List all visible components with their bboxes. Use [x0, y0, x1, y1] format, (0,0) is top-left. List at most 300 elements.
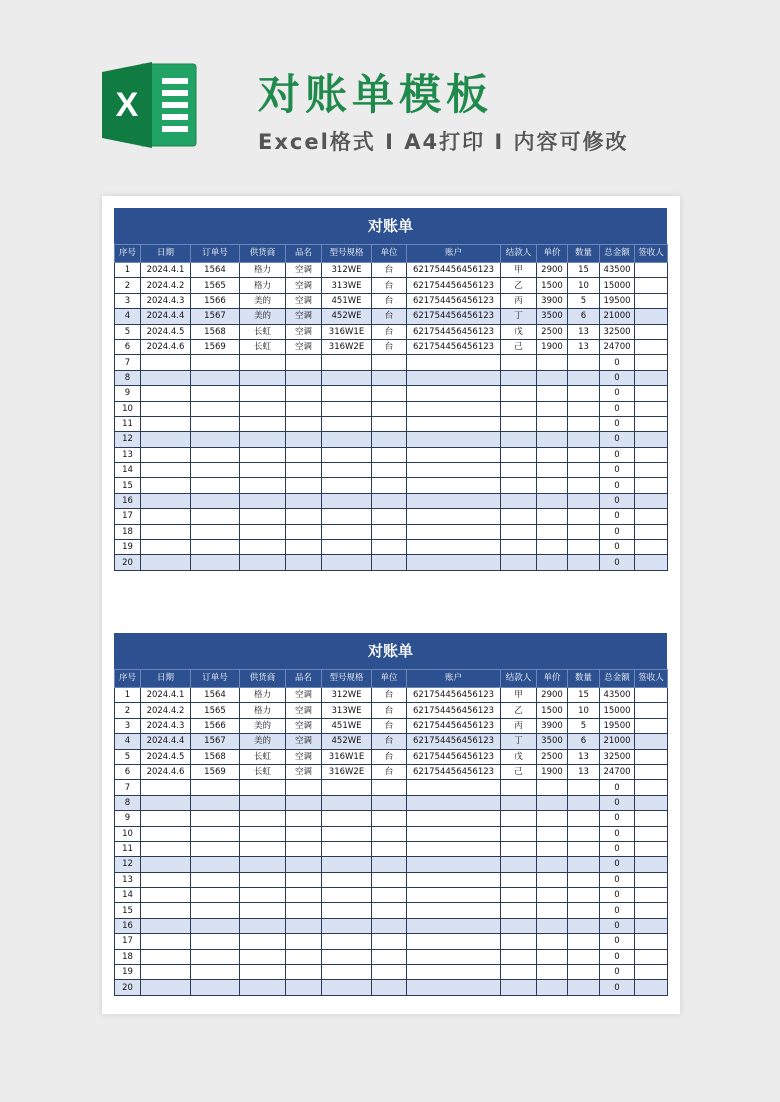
- table-cell[interactable]: 戊: [501, 324, 537, 339]
- table-cell[interactable]: [240, 463, 286, 478]
- table-cell[interactable]: [191, 795, 240, 810]
- table-cell[interactable]: [191, 826, 240, 841]
- table-cell[interactable]: 5: [115, 749, 141, 764]
- table-cell[interactable]: [635, 764, 668, 779]
- table-cell[interactable]: [635, 401, 668, 416]
- table-cell[interactable]: [322, 432, 372, 447]
- table-cell[interactable]: [240, 795, 286, 810]
- table-cell[interactable]: 美的: [240, 718, 286, 733]
- table-cell[interactable]: [286, 509, 322, 524]
- table-cell[interactable]: 2024.4.2: [141, 278, 191, 293]
- table-cell[interactable]: [286, 934, 322, 949]
- table-cell[interactable]: 12: [115, 857, 141, 872]
- table-cell[interactable]: [501, 478, 537, 493]
- table-cell[interactable]: [322, 447, 372, 462]
- table-cell[interactable]: [635, 263, 668, 278]
- table-cell[interactable]: 8: [115, 370, 141, 385]
- table-cell[interactable]: [141, 949, 191, 964]
- table-cell[interactable]: 13: [115, 447, 141, 462]
- table-cell[interactable]: [191, 540, 240, 555]
- table-cell[interactable]: [407, 493, 501, 508]
- table-cell[interactable]: 13: [115, 872, 141, 887]
- table-cell[interactable]: [635, 309, 668, 324]
- table-cell[interactable]: [501, 540, 537, 555]
- table-cell[interactable]: [568, 918, 600, 933]
- table-cell[interactable]: 台: [372, 734, 407, 749]
- table-cell[interactable]: [141, 555, 191, 570]
- table-cell[interactable]: [322, 416, 372, 431]
- table-cell[interactable]: [537, 780, 568, 795]
- table-cell[interactable]: 13: [568, 749, 600, 764]
- table-cell[interactable]: [322, 918, 372, 933]
- table-cell[interactable]: [635, 355, 668, 370]
- table-cell[interactable]: [372, 432, 407, 447]
- table-cell[interactable]: 15000: [600, 703, 635, 718]
- table-cell[interactable]: 15: [115, 478, 141, 493]
- table-cell[interactable]: [141, 493, 191, 508]
- table-cell[interactable]: 格力: [240, 263, 286, 278]
- table-cell[interactable]: 9: [115, 811, 141, 826]
- table-cell[interactable]: [372, 888, 407, 903]
- table-cell[interactable]: [372, 949, 407, 964]
- table-cell[interactable]: 空调: [286, 734, 322, 749]
- table-cell[interactable]: 台: [372, 718, 407, 733]
- table-cell[interactable]: 621754456456123: [407, 293, 501, 308]
- table-cell[interactable]: [407, 795, 501, 810]
- table-cell[interactable]: [240, 478, 286, 493]
- table-cell[interactable]: 2024.4.4: [141, 309, 191, 324]
- table-cell[interactable]: [286, 416, 322, 431]
- table-cell[interactable]: 0: [600, 478, 635, 493]
- table-cell[interactable]: 15: [115, 903, 141, 918]
- table-cell[interactable]: [141, 934, 191, 949]
- table-cell[interactable]: 己: [501, 339, 537, 354]
- table-cell[interactable]: [322, 965, 372, 980]
- table-cell[interactable]: 20: [115, 980, 141, 995]
- table-cell[interactable]: 0: [600, 795, 635, 810]
- table-cell[interactable]: [240, 872, 286, 887]
- table-cell[interactable]: [240, 841, 286, 856]
- table-cell[interactable]: [322, 811, 372, 826]
- table-cell[interactable]: [191, 980, 240, 995]
- table-cell[interactable]: [407, 478, 501, 493]
- table-cell[interactable]: [191, 965, 240, 980]
- table-cell[interactable]: 空调: [286, 339, 322, 354]
- table-cell[interactable]: [372, 509, 407, 524]
- table-cell[interactable]: 621754456456123: [407, 749, 501, 764]
- table-cell[interactable]: [407, 903, 501, 918]
- table-cell[interactable]: [635, 826, 668, 841]
- table-cell[interactable]: 0: [600, 918, 635, 933]
- table-cell[interactable]: [407, 416, 501, 431]
- table-cell[interactable]: [191, 463, 240, 478]
- table-cell[interactable]: [372, 540, 407, 555]
- table-cell[interactable]: [286, 524, 322, 539]
- table-cell[interactable]: 0: [600, 540, 635, 555]
- table-cell[interactable]: 2900: [537, 263, 568, 278]
- table-cell[interactable]: [537, 370, 568, 385]
- table-cell[interactable]: [141, 918, 191, 933]
- table-cell[interactable]: [286, 780, 322, 795]
- table-cell[interactable]: [635, 524, 668, 539]
- table-cell[interactable]: [407, 524, 501, 539]
- table-cell[interactable]: 台: [372, 749, 407, 764]
- table-cell[interactable]: 3900: [537, 718, 568, 733]
- table-cell[interactable]: [240, 555, 286, 570]
- table-cell[interactable]: 18: [115, 949, 141, 964]
- table-cell[interactable]: 43500: [600, 263, 635, 278]
- table-cell[interactable]: 2024.4.6: [141, 764, 191, 779]
- table-cell[interactable]: [635, 540, 668, 555]
- table-cell[interactable]: [141, 524, 191, 539]
- table-cell[interactable]: [635, 841, 668, 856]
- table-cell[interactable]: 2024.4.3: [141, 293, 191, 308]
- table-cell[interactable]: [322, 903, 372, 918]
- table-cell[interactable]: 621754456456123: [407, 718, 501, 733]
- table-cell[interactable]: [141, 811, 191, 826]
- table-cell[interactable]: [141, 780, 191, 795]
- table-cell[interactable]: [501, 980, 537, 995]
- table-cell[interactable]: [322, 857, 372, 872]
- table-cell[interactable]: [240, 826, 286, 841]
- table-cell[interactable]: [635, 795, 668, 810]
- table-cell[interactable]: [537, 447, 568, 462]
- table-cell[interactable]: [372, 370, 407, 385]
- table-cell[interactable]: [322, 355, 372, 370]
- table-cell[interactable]: [537, 857, 568, 872]
- table-cell[interactable]: [191, 416, 240, 431]
- table-cell[interactable]: 2024.4.4: [141, 734, 191, 749]
- table-cell[interactable]: [372, 401, 407, 416]
- table-cell[interactable]: [635, 278, 668, 293]
- table-cell[interactable]: 0: [600, 980, 635, 995]
- table-cell[interactable]: 0: [600, 949, 635, 964]
- table-cell[interactable]: 台: [372, 263, 407, 278]
- table-cell[interactable]: [240, 857, 286, 872]
- table-cell[interactable]: 19: [115, 965, 141, 980]
- table-cell[interactable]: [635, 416, 668, 431]
- table-cell[interactable]: [322, 949, 372, 964]
- table-cell[interactable]: [322, 386, 372, 401]
- table-cell[interactable]: [568, 447, 600, 462]
- table-cell[interactable]: [635, 293, 668, 308]
- table-cell[interactable]: [191, 857, 240, 872]
- table-cell[interactable]: [141, 826, 191, 841]
- table-cell[interactable]: [240, 355, 286, 370]
- table-cell[interactable]: [141, 355, 191, 370]
- table-cell[interactable]: 11: [115, 841, 141, 856]
- table-cell[interactable]: 空调: [286, 324, 322, 339]
- table-cell[interactable]: [372, 811, 407, 826]
- table-cell[interactable]: 0: [600, 903, 635, 918]
- table-cell[interactable]: [322, 463, 372, 478]
- table-cell[interactable]: 乙: [501, 278, 537, 293]
- table-cell[interactable]: [240, 934, 286, 949]
- table-cell[interactable]: 2: [115, 703, 141, 718]
- table-cell[interactable]: 17: [115, 509, 141, 524]
- table-cell[interactable]: 0: [600, 888, 635, 903]
- table-cell[interactable]: 1: [115, 263, 141, 278]
- table-cell[interactable]: 长虹: [240, 749, 286, 764]
- table-cell[interactable]: [501, 888, 537, 903]
- table-cell[interactable]: [240, 540, 286, 555]
- table-cell[interactable]: 15: [568, 688, 600, 703]
- table-cell[interactable]: 乙: [501, 703, 537, 718]
- table-cell[interactable]: [407, 826, 501, 841]
- table-cell[interactable]: [322, 780, 372, 795]
- table-cell[interactable]: 24700: [600, 764, 635, 779]
- table-cell[interactable]: 6: [115, 764, 141, 779]
- table-cell[interactable]: [568, 811, 600, 826]
- table-cell[interactable]: [286, 918, 322, 933]
- table-cell[interactable]: [537, 826, 568, 841]
- table-cell[interactable]: 空调: [286, 764, 322, 779]
- table-cell[interactable]: 3: [115, 718, 141, 733]
- table-cell[interactable]: [635, 509, 668, 524]
- table-cell[interactable]: 2024.4.5: [141, 324, 191, 339]
- table-cell[interactable]: 6: [568, 734, 600, 749]
- table-cell[interactable]: 1568: [191, 324, 240, 339]
- table-cell[interactable]: 6: [115, 339, 141, 354]
- table-cell[interactable]: 43500: [600, 688, 635, 703]
- table-cell[interactable]: [537, 478, 568, 493]
- table-cell[interactable]: [407, 888, 501, 903]
- table-cell[interactable]: 7: [115, 355, 141, 370]
- table-cell[interactable]: [286, 980, 322, 995]
- table-cell[interactable]: 0: [600, 447, 635, 462]
- table-cell[interactable]: [568, 478, 600, 493]
- table-cell[interactable]: 格力: [240, 278, 286, 293]
- table-cell[interactable]: [537, 934, 568, 949]
- table-cell[interactable]: 台: [372, 339, 407, 354]
- table-cell[interactable]: 0: [600, 416, 635, 431]
- table-cell[interactable]: [286, 826, 322, 841]
- table-cell[interactable]: [322, 888, 372, 903]
- table-cell[interactable]: 1564: [191, 263, 240, 278]
- table-cell[interactable]: 格力: [240, 703, 286, 718]
- table-cell[interactable]: [537, 416, 568, 431]
- table-cell[interactable]: [372, 780, 407, 795]
- table-cell[interactable]: 0: [600, 355, 635, 370]
- table-cell[interactable]: 621754456456123: [407, 309, 501, 324]
- table-cell[interactable]: [537, 903, 568, 918]
- table-cell[interactable]: [635, 980, 668, 995]
- table-cell[interactable]: [322, 555, 372, 570]
- table-cell[interactable]: 0: [600, 493, 635, 508]
- table-cell[interactable]: 2500: [537, 749, 568, 764]
- table-cell[interactable]: [568, 416, 600, 431]
- table-cell[interactable]: [568, 780, 600, 795]
- table-cell[interactable]: 1500: [537, 278, 568, 293]
- table-cell[interactable]: 10: [568, 278, 600, 293]
- table-cell[interactable]: [568, 872, 600, 887]
- table-cell[interactable]: [286, 432, 322, 447]
- table-cell[interactable]: [286, 386, 322, 401]
- table-cell[interactable]: 长虹: [240, 339, 286, 354]
- table-cell[interactable]: 621754456456123: [407, 263, 501, 278]
- table-cell[interactable]: 4: [115, 734, 141, 749]
- table-cell[interactable]: 0: [600, 386, 635, 401]
- table-cell[interactable]: [141, 401, 191, 416]
- table-cell[interactable]: 戊: [501, 749, 537, 764]
- table-cell[interactable]: [372, 980, 407, 995]
- table-cell[interactable]: [407, 965, 501, 980]
- table-cell[interactable]: [322, 872, 372, 887]
- table-cell[interactable]: [568, 463, 600, 478]
- table-cell[interactable]: 621754456456123: [407, 688, 501, 703]
- table-cell[interactable]: 1: [115, 688, 141, 703]
- table-cell[interactable]: [568, 509, 600, 524]
- table-cell[interactable]: 1565: [191, 703, 240, 718]
- table-cell[interactable]: [191, 370, 240, 385]
- table-cell[interactable]: 美的: [240, 293, 286, 308]
- table-cell[interactable]: [141, 509, 191, 524]
- table-cell[interactable]: [537, 555, 568, 570]
- table-cell[interactable]: 313WE: [322, 703, 372, 718]
- table-cell[interactable]: 1568: [191, 749, 240, 764]
- table-cell[interactable]: [141, 872, 191, 887]
- table-cell[interactable]: [537, 540, 568, 555]
- table-cell[interactable]: [240, 370, 286, 385]
- table-cell[interactable]: 格力: [240, 688, 286, 703]
- table-cell[interactable]: [635, 780, 668, 795]
- table-cell[interactable]: [501, 826, 537, 841]
- table-cell[interactable]: 19500: [600, 718, 635, 733]
- table-cell[interactable]: 丙: [501, 293, 537, 308]
- table-cell[interactable]: 452WE: [322, 309, 372, 324]
- table-cell[interactable]: [322, 795, 372, 810]
- table-cell[interactable]: 空调: [286, 749, 322, 764]
- table-cell[interactable]: 0: [600, 780, 635, 795]
- table-cell[interactable]: [191, 509, 240, 524]
- table-cell[interactable]: [372, 918, 407, 933]
- table-cell[interactable]: [141, 841, 191, 856]
- table-cell[interactable]: [240, 493, 286, 508]
- table-cell[interactable]: [372, 965, 407, 980]
- table-cell[interactable]: [286, 555, 322, 570]
- table-cell[interactable]: [286, 949, 322, 964]
- table-cell[interactable]: [407, 401, 501, 416]
- table-cell[interactable]: [191, 949, 240, 964]
- table-cell[interactable]: [141, 370, 191, 385]
- table-cell[interactable]: 313WE: [322, 278, 372, 293]
- table-cell[interactable]: 1567: [191, 309, 240, 324]
- table-cell[interactable]: [501, 401, 537, 416]
- table-cell[interactable]: 19: [115, 540, 141, 555]
- table-cell[interactable]: [537, 841, 568, 856]
- table-cell[interactable]: 20: [115, 555, 141, 570]
- table-cell[interactable]: [407, 447, 501, 462]
- table-cell[interactable]: [537, 401, 568, 416]
- table-cell[interactable]: [372, 903, 407, 918]
- table-cell[interactable]: [407, 386, 501, 401]
- table-cell[interactable]: 7: [115, 780, 141, 795]
- table-cell[interactable]: [635, 370, 668, 385]
- table-cell[interactable]: [286, 888, 322, 903]
- table-cell[interactable]: [240, 401, 286, 416]
- table-cell[interactable]: [322, 934, 372, 949]
- table-cell[interactable]: [407, 857, 501, 872]
- table-cell[interactable]: 台: [372, 703, 407, 718]
- table-cell[interactable]: [537, 386, 568, 401]
- table-cell[interactable]: 0: [600, 370, 635, 385]
- table-cell[interactable]: [537, 509, 568, 524]
- table-cell[interactable]: [635, 965, 668, 980]
- table-cell[interactable]: 1569: [191, 339, 240, 354]
- table-cell[interactable]: 15: [568, 263, 600, 278]
- table-cell[interactable]: [191, 401, 240, 416]
- table-cell[interactable]: 10: [115, 826, 141, 841]
- table-cell[interactable]: [537, 493, 568, 508]
- table-cell[interactable]: [141, 965, 191, 980]
- table-cell[interactable]: 19500: [600, 293, 635, 308]
- table-cell[interactable]: 24700: [600, 339, 635, 354]
- table-cell[interactable]: 空调: [286, 278, 322, 293]
- table-cell[interactable]: [568, 826, 600, 841]
- table-cell[interactable]: 0: [600, 432, 635, 447]
- table-cell[interactable]: [372, 355, 407, 370]
- table-cell[interactable]: 空调: [286, 688, 322, 703]
- table-cell[interactable]: 10: [568, 703, 600, 718]
- table-cell[interactable]: 1567: [191, 734, 240, 749]
- table-cell[interactable]: 1900: [537, 764, 568, 779]
- table-cell[interactable]: 0: [600, 965, 635, 980]
- table-cell[interactable]: [191, 524, 240, 539]
- table-cell[interactable]: [322, 841, 372, 856]
- table-cell[interactable]: 11: [115, 416, 141, 431]
- table-cell[interactable]: [191, 841, 240, 856]
- table-cell[interactable]: [501, 524, 537, 539]
- table-cell[interactable]: [501, 432, 537, 447]
- table-cell[interactable]: [501, 918, 537, 933]
- table-cell[interactable]: [407, 949, 501, 964]
- table-cell[interactable]: [568, 555, 600, 570]
- table-cell[interactable]: [322, 980, 372, 995]
- table-cell[interactable]: [635, 339, 668, 354]
- table-cell[interactable]: [240, 509, 286, 524]
- table-cell[interactable]: [141, 432, 191, 447]
- table-cell[interactable]: 452WE: [322, 734, 372, 749]
- table-cell[interactable]: [568, 432, 600, 447]
- table-cell[interactable]: [407, 780, 501, 795]
- table-cell[interactable]: [240, 903, 286, 918]
- table-cell[interactable]: 3900: [537, 293, 568, 308]
- table-cell[interactable]: 21000: [600, 309, 635, 324]
- table-cell[interactable]: [501, 370, 537, 385]
- table-cell[interactable]: [568, 386, 600, 401]
- table-cell[interactable]: [240, 524, 286, 539]
- table-cell[interactable]: [191, 934, 240, 949]
- table-cell[interactable]: [141, 478, 191, 493]
- table-cell[interactable]: [501, 841, 537, 856]
- table-cell[interactable]: [286, 540, 322, 555]
- table-cell[interactable]: [322, 401, 372, 416]
- table-cell[interactable]: [501, 386, 537, 401]
- table-cell[interactable]: [568, 857, 600, 872]
- table-cell[interactable]: 16: [115, 918, 141, 933]
- table-cell[interactable]: [635, 555, 668, 570]
- table-cell[interactable]: [322, 509, 372, 524]
- table-cell[interactable]: [635, 688, 668, 703]
- table-cell[interactable]: 台: [372, 324, 407, 339]
- table-cell[interactable]: [407, 555, 501, 570]
- table-cell[interactable]: [568, 795, 600, 810]
- table-cell[interactable]: 2024.4.1: [141, 688, 191, 703]
- table-cell[interactable]: 14: [115, 888, 141, 903]
- table-cell[interactable]: [286, 370, 322, 385]
- table-cell[interactable]: [407, 872, 501, 887]
- table-cell[interactable]: [635, 872, 668, 887]
